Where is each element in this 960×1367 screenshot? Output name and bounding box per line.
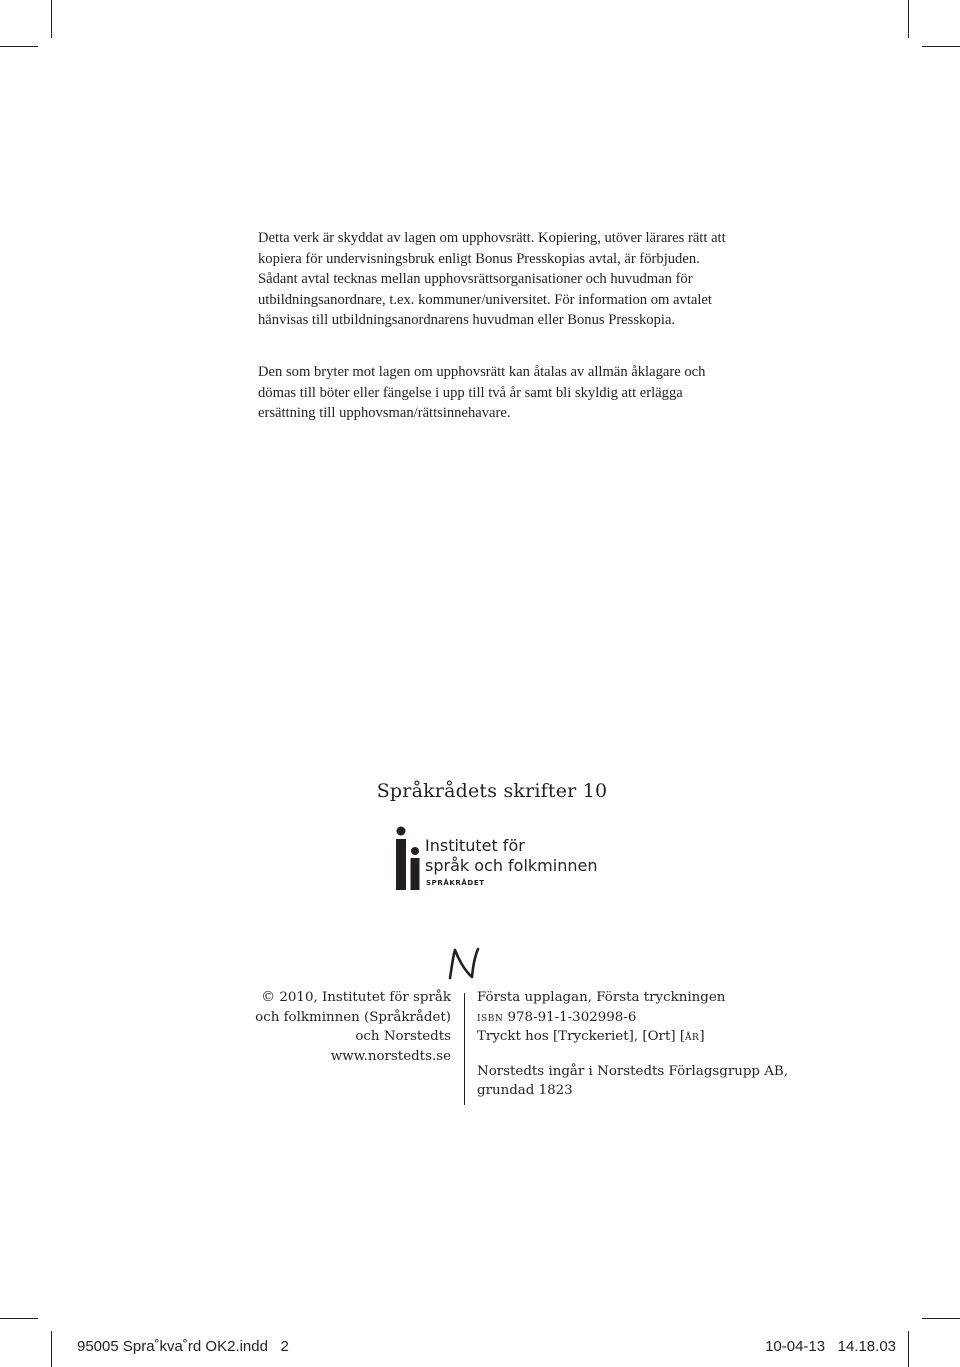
isbn-line <box>477 1008 897 1028</box>
infringement-notice-paragraph: Den som bryter mot lagen om upphovsrätt kan åtalas av allmän åklagare och dömas till böter eller fängelse i upp till två år samt bli skyldig att erlägga ersättning till upphovsman/rättsinnehavare. <box>258 364 706 421</box>
logo-line-3: SPRÅKRÅDET <box>426 879 485 887</box>
crop-mark <box>908 1331 909 1367</box>
copyright-symbol: © <box>261 989 276 1005</box>
crop-mark <box>51 0 52 38</box>
copyright-line <box>221 988 451 1008</box>
printer-line <box>477 1027 897 1047</box>
spacer <box>477 1047 897 1062</box>
copyright-block <box>221 988 451 1066</box>
crop-mark <box>908 0 909 38</box>
copyright-line-2: och folkminnen (Språkrådet) <box>255 1009 451 1025</box>
printer-close: ] <box>699 1029 705 1044</box>
copyright-line-3: och Norstedts <box>355 1029 451 1044</box>
series-title: Språkrådets skrifter 10 <box>376 780 608 802</box>
year-placeholder: år <box>685 1029 700 1044</box>
column-divider <box>464 993 465 1105</box>
isbn-label: isbn <box>477 1009 504 1025</box>
publisher-group-line-1: Norstedts ingår i Norstedts Förlagsgrupp AB, <box>477 1063 789 1079</box>
copyright-line-1: 2010, Institutet för språk <box>279 990 451 1005</box>
imprint-block <box>477 988 897 1101</box>
crop-mark <box>922 1318 960 1319</box>
institute-logo <box>393 826 603 892</box>
isbn-value: 978-91-1-302998-6 <box>507 1009 637 1025</box>
publisher-url: www.norstedts.se <box>330 1048 451 1064</box>
footer-file-slug: 95005 Spra˚kva˚rd OK2.indd 2 <box>77 1338 289 1355</box>
crop-mark <box>51 1331 52 1367</box>
publisher-group-line-2: grundad 1823 <box>477 1083 573 1098</box>
logo-line-1: Institutet för <box>425 836 525 855</box>
printer-text: Tryckt hos [Tryckeriet], [Ort] [ <box>477 1029 686 1044</box>
crop-mark <box>922 46 960 47</box>
norstedts-n-logo-icon <box>444 944 484 984</box>
edition-line: Första upplagan, Första tryckningen <box>477 990 726 1005</box>
institute-logo-icon <box>393 826 421 892</box>
logo-line-2: språk och folkminnen <box>425 856 598 875</box>
crop-mark <box>0 1318 38 1319</box>
footer-date-stamp: 10-04-13 14.18.03 <box>765 1338 896 1355</box>
copyright-notice-paragraph: Detta verk är skyddat av lagen om upphovsrätt. Kopiering, utöver lärares rätt att kopiera för undervisningsbruk enligt Bonus Presskopias avtal, är förbjuden. Sådant avtal tecknas mellan upphovsrättsorganisationer och huvudman för utbildningsanordnare, t.ex. kommuner/universitet. För information om avtalet hänvisas till utbildningsanordnarens huvudman eller Bonus Presskopia. <box>258 230 726 328</box>
crop-mark <box>0 46 38 47</box>
